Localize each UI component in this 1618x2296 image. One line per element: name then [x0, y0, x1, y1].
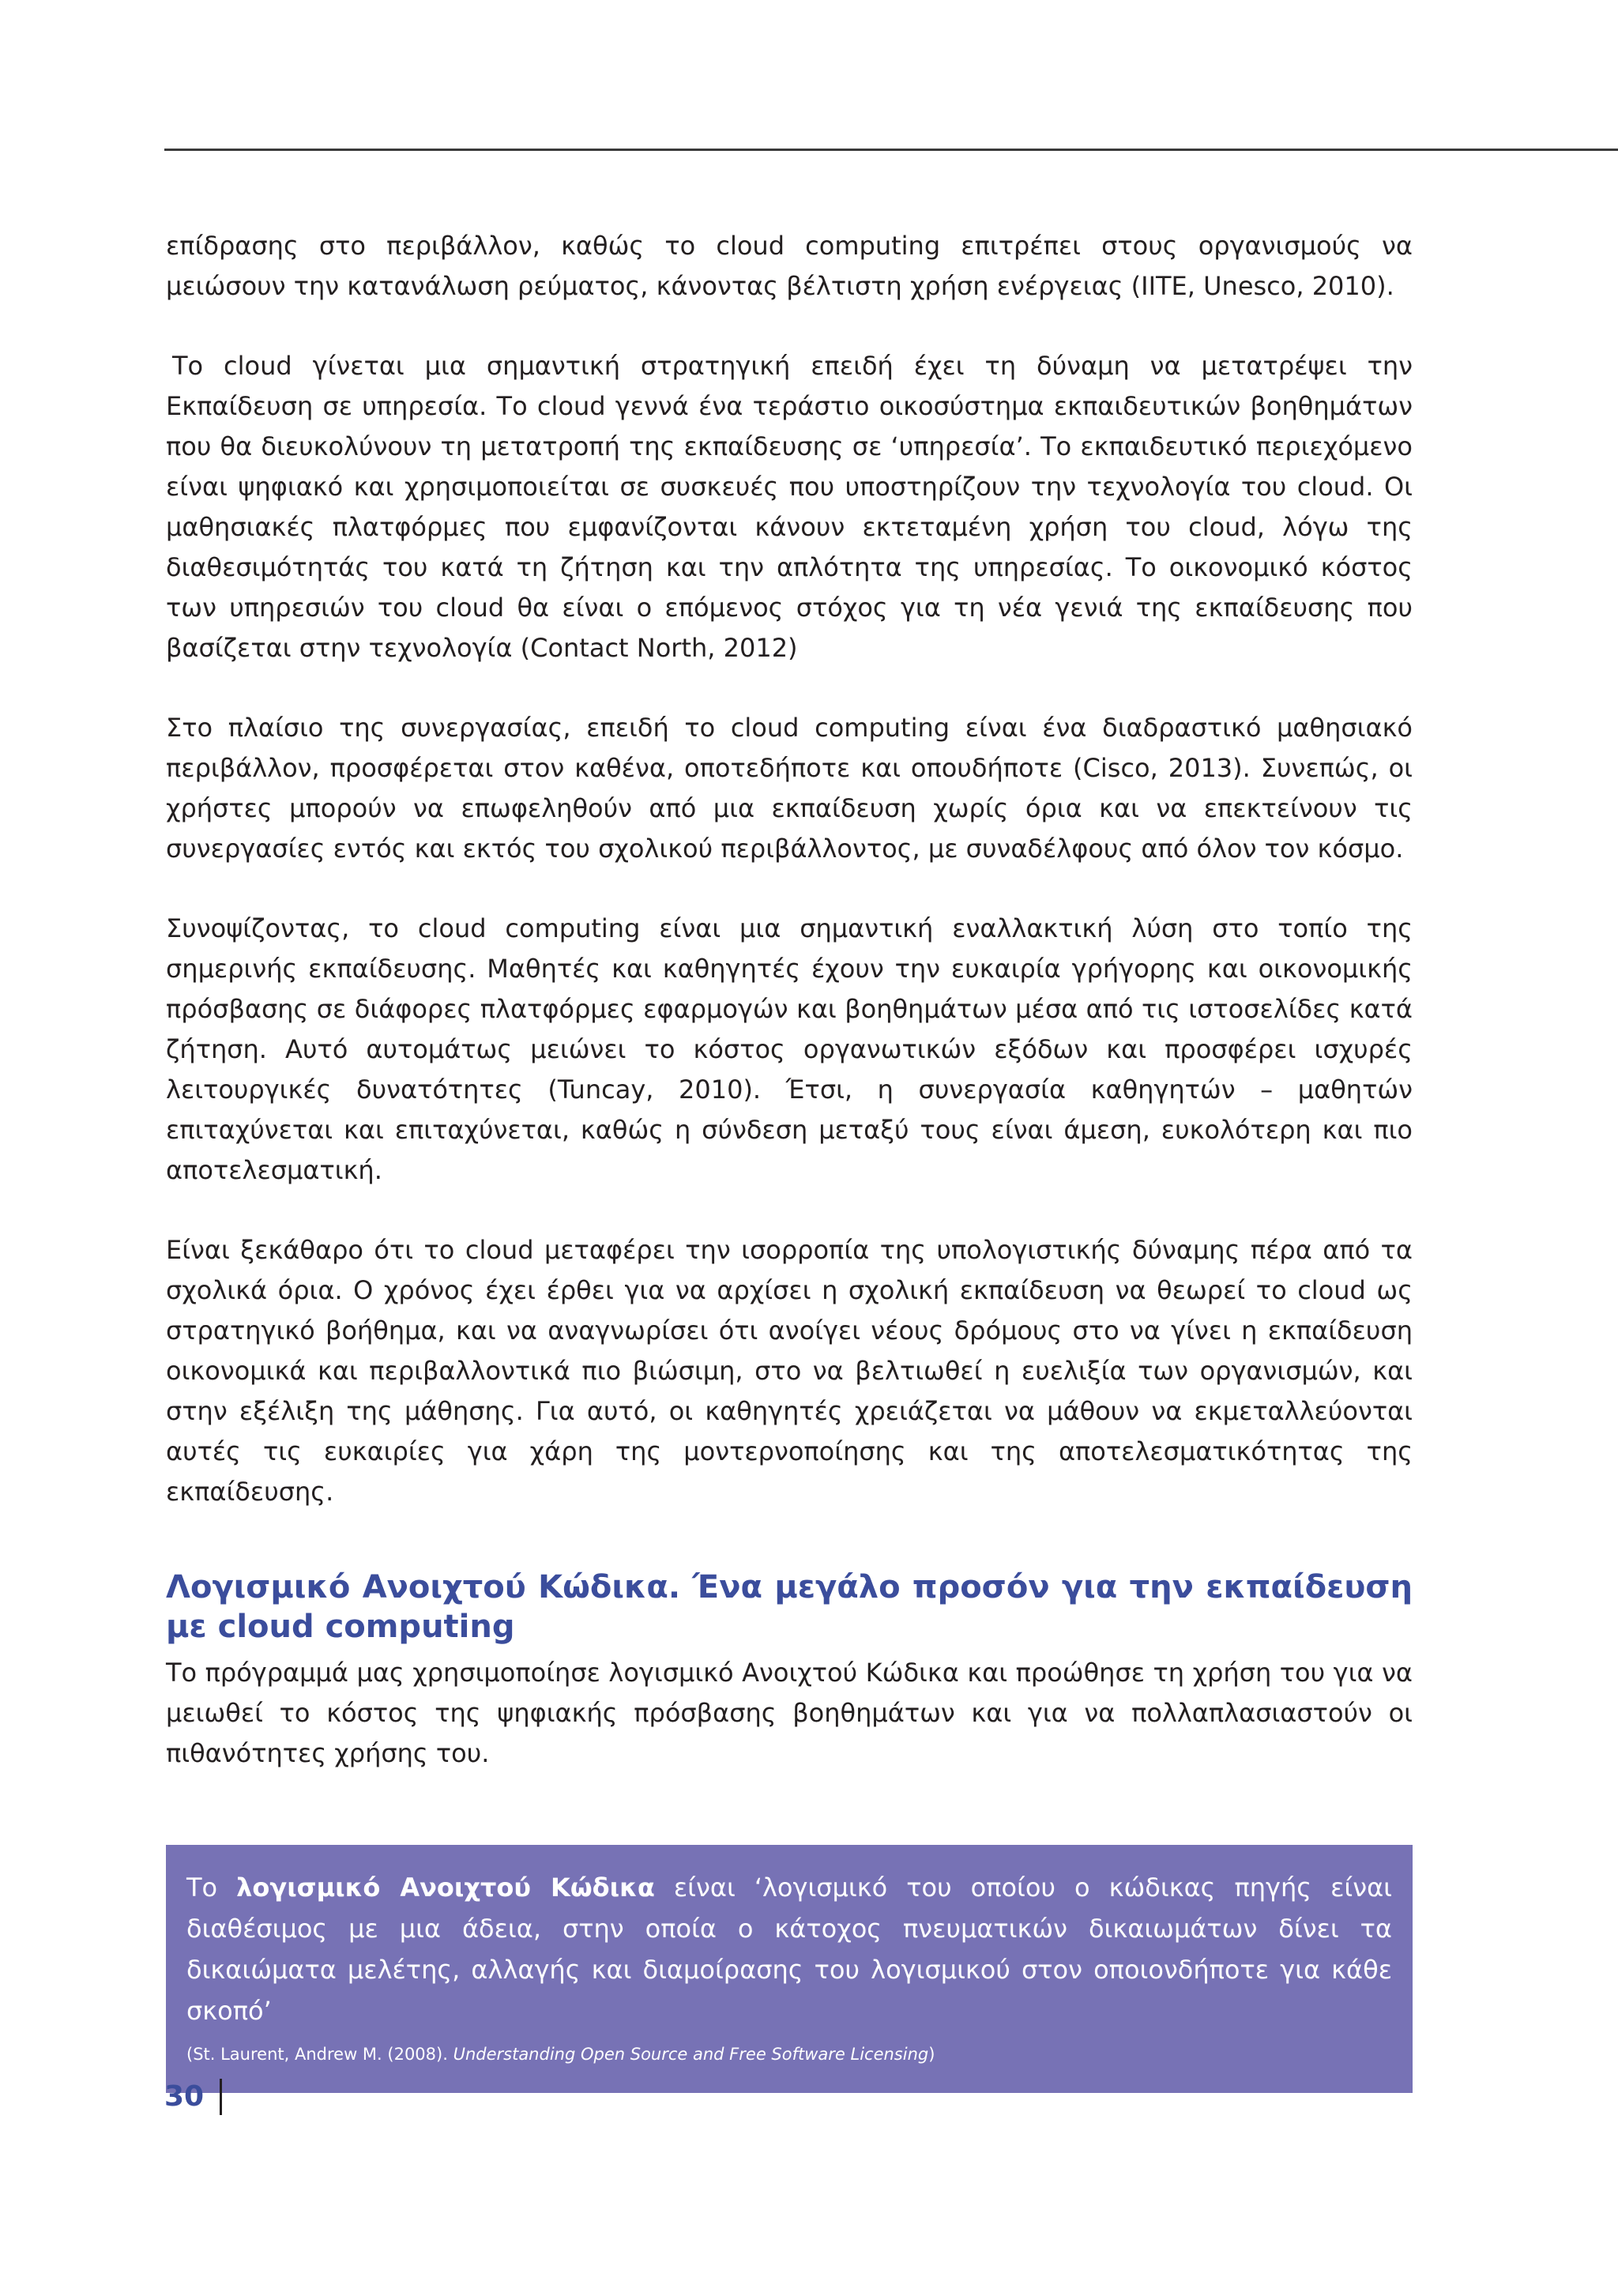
body-paragraph-4: Συνοψίζοντας, το cloud computing είναι μια σημαντική εναλλακτική λύση στο τοπίο της σημερινής εκπαίδευσης. Μαθητές και καθηγητές έχουν την ευκαιρία γρήγορης και οικονομικής πρόσβασης σε διάφορες πλατφόρμες εφαρμογών και βοηθημάτων μέσα από τις ιστοσελίδες κατά ζήτηση. Αυτό αυτομάτως μειώνει το κόστος οργανωτικών εξόδων και προσφέρει ισχυρές λειτουργικές δυνατότητες (Tuncay, 2010). Έτσι, η συνεργασία καθηγητών – μαθητών επιταχύνεται και επιταχύνεται, καθώς η σύνδεση μεταξύ τους είναι άμεση, ευκολότερη και πιο αποτελεσματική. — [166, 913, 1413, 1185]
section-intro: Το πρόγραμμά μας χρησιμοποίησε λογισμικό Ανοιχτού Κώδικα και προώθησε τη χρήση του για να μειωθεί το κόστος της ψηφιακής πρόσβασης βοηθημάτων και για να πολλαπλασιαστούν οι πιθανότητες χρήσης του. — [166, 1658, 1413, 1768]
body-paragraph-5: Είναι ξεκάθαρο ότι το cloud μεταφέρει την ισορροπία της υπολογιστικής δύναμης πέρα από τα σχολικά όρια. Ο χρόνος έχει έρθει για να αρχίσει η σχολική εκπαίδευση να θεωρεί το cloud ως στρατηγικό βοήθημα, και να αναγνωρίσει ότι ανοίγει νέους δρόμους στο να γίνει η εκπαίδευση οικονομικά και περιβαλλοντικά πιο βιώσιμη, στο να βελτιωθεί η ευελιξία των οργανισμών, και στην εξέλιξη της μάθησης. Για αυτό, οι καθηγητές χρειάζεται να μάθουν να εκμεταλλεύονται αυτές τις ευκαιρίες για χάρη της μοντερνοποίησης και της αποτελεσματικότητας της εκπαίδευσης. — [166, 1235, 1413, 1507]
citation-end: ) — [928, 2045, 935, 2064]
section-heading: Λογισμικό Ανοιχτού Κώδικα. Ένα μεγάλο προσόν για την εκπαίδευση με cloud computing — [166, 1569, 1413, 1645]
callout-text — [186, 1867, 1392, 2031]
page-number-divider — [220, 2079, 222, 2115]
body-paragraph-1: επίδρασης στο περιβάλλον, καθώς το cloud computing επιτρέπει στους οργανισμούς να μειώσουν την κατανάλωση ρεύματος, κάνοντας βέλτιστη χρήση ενέργειας (IITE, Unesco, 2010). — [166, 231, 1413, 301]
page-content — [166, 226, 1413, 2093]
body-paragraph-2: Το cloud γίνεται μια σημαντική στρατηγική επειδή έχει τη δύναμη να μετατρέψει την Εκπαίδευση σε υπηρεσία. Το cloud γεννά ένα τεράστιο οικοσύστημα εκπαιδευτικών βοηθημάτων που θα διευκολύνουν τη μετατροπή της εκπαίδευσης σε ‘υπηρεσία’. Το εκπαιδευτικό περιεχόμενο είναι ψηφιακό και χρησιμοποιείται σε συσκευές που υποστηρίζουν την τεχνολογία του cloud. Οι μαθησιακές πλατφόρμες που εμφανίζονται κάνουν εκτεταμένη χρήση του cloud, λόγω της διαθεσιμότητάς του κατά τη ζήτηση και την απλότητα της υπηρεσίας. Το οικονομικό κόστος των υπηρεσιών του cloud θα είναι ο επόμενος στόχος για τη νέα γενιά της εκπαίδευσης που βασίζεται στην τεχνολογία (Contact North, 2012) — [166, 351, 1413, 663]
definition-callout — [166, 1845, 1413, 2093]
body-paragraph-3: Στο πλαίσιο της συνεργασίας, επειδή το cloud computing είναι ένα διαδραστικό μαθησιακό περιβάλλον, προσφέρεται στον καθένα, οποτεδήποτε και οπουδήποτε (Cisco, 2013). Συνεπώς, οι χρήστες μπορούν να επωφεληθούν από μια εκπαίδευση χωρίς όρια και να επεκτείνουν τις συνεργασίες εντός και εκτός του σχολικού περιβάλλοντος, με συναδέλφους από όλον τον κόσμο. — [166, 713, 1413, 864]
top-rule — [164, 149, 1618, 151]
page-number: 30 — [164, 2080, 205, 2113]
callout-lead: Το — [186, 1873, 237, 1903]
callout-term: λογισμικό Ανοιχτού Κώδικα — [236, 1873, 655, 1903]
callout-definition: είναι ‘λογισμικό του οποίου ο κώδικας πηγής είναι διαθέσιμος με μια άδεια, στην οποία ο κάτοχος πνευματικών δικαιωμάτων δίνει τα δικαιώματα μελέτης, αλλαγής και διαμοίρασης του λογισμικού στον οποιονδήποτε για κάθε σκοπό’ — [186, 1873, 1393, 2026]
citation-title: Understanding Open Source and Free Software Licensing — [453, 2045, 929, 2064]
callout-citation — [186, 2042, 1392, 2066]
citation-author: (St. Laurent, Andrew M. (2008). — [186, 2045, 453, 2064]
